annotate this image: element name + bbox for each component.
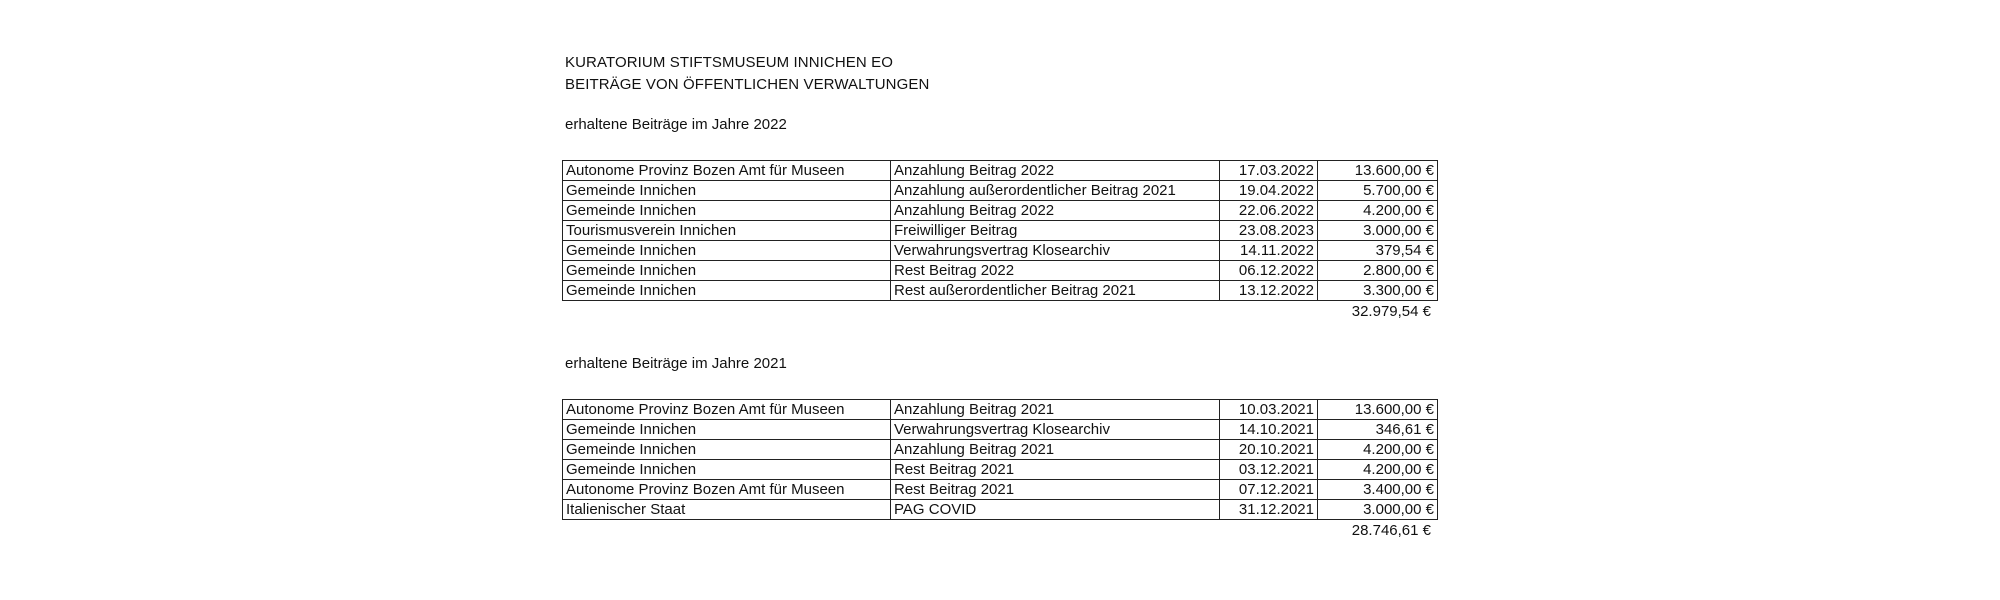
- table-row: [563, 460, 1438, 480]
- document: [565, 52, 1465, 542]
- description-cell: Anzahlung Beitrag 2022: [891, 161, 1220, 181]
- table-row: [563, 261, 1438, 281]
- table-row: [563, 241, 1438, 261]
- table-2021-wrapper: [565, 399, 1465, 520]
- table-row: [563, 281, 1438, 301]
- table-row: [563, 161, 1438, 181]
- contributions-table-2021: [562, 399, 1438, 520]
- date-cell: 20.10.2021: [1220, 440, 1318, 460]
- table-row: [563, 201, 1438, 221]
- payer-cell: Autonome Provinz Bozen Amt für Museen: [563, 400, 891, 420]
- total-2022: 32.979,54 €: [1351, 303, 1431, 320]
- section-title-2022: erhaltene Beiträge im Jahre 2022: [565, 116, 787, 133]
- payer-cell: Italienischer Staat: [563, 500, 891, 520]
- payer-cell: Autonome Provinz Bozen Amt für Museen: [563, 161, 891, 181]
- payer-cell: Gemeinde Innichen: [563, 201, 891, 221]
- date-cell: 14.10.2021: [1220, 420, 1318, 440]
- amount-cell: 4.200,00 €: [1318, 460, 1438, 480]
- description-cell: PAG COVID: [891, 500, 1220, 520]
- description-cell: Anzahlung Beitrag 2021: [891, 440, 1220, 460]
- description-cell: Verwahrungsvertrag Klosearchiv: [891, 420, 1220, 440]
- description-cell: Rest Beitrag 2022: [891, 261, 1220, 281]
- date-cell: 13.12.2022: [1220, 281, 1318, 301]
- payer-cell: Gemeinde Innichen: [563, 460, 891, 480]
- document-subtitle: BEITRÄGE VON ÖFFENTLICHEN VERWALTUNGEN: [565, 76, 930, 93]
- table-row: [563, 440, 1438, 460]
- description-cell: Rest Beitrag 2021: [891, 460, 1220, 480]
- date-cell: 14.11.2022: [1220, 241, 1318, 261]
- date-cell: 31.12.2021: [1220, 500, 1318, 520]
- amount-cell: 346,61 €: [1318, 420, 1438, 440]
- amount-cell: 4.200,00 €: [1318, 201, 1438, 221]
- description-cell: Verwahrungsvertrag Klosearchiv: [891, 241, 1220, 261]
- contributions-table-2022: [562, 160, 1438, 301]
- date-cell: 03.12.2021: [1220, 460, 1318, 480]
- total-2021: 28.746,61 €: [1351, 522, 1431, 539]
- description-cell: Rest außerordentlicher Beitrag 2021: [891, 281, 1220, 301]
- table-row: [563, 221, 1438, 241]
- date-cell: 10.03.2021: [1220, 400, 1318, 420]
- description-cell: Anzahlung außerordentlicher Beitrag 2021: [891, 181, 1220, 201]
- amount-cell: 13.600,00 €: [1318, 400, 1438, 420]
- table-2022-wrapper: [565, 160, 1465, 301]
- payer-cell: Autonome Provinz Bozen Amt für Museen: [563, 480, 891, 500]
- payer-cell: Gemeinde Innichen: [563, 440, 891, 460]
- payer-cell: Gemeinde Innichen: [563, 281, 891, 301]
- table-row: [563, 420, 1438, 440]
- date-cell: 23.08.2023: [1220, 221, 1318, 241]
- amount-cell: 4.200,00 €: [1318, 440, 1438, 460]
- description-cell: Rest Beitrag 2021: [891, 480, 1220, 500]
- description-cell: Anzahlung Beitrag 2022: [891, 201, 1220, 221]
- date-cell: 19.04.2022: [1220, 181, 1318, 201]
- table-row: [563, 400, 1438, 420]
- amount-cell: 5.700,00 €: [1318, 181, 1438, 201]
- date-cell: 07.12.2021: [1220, 480, 1318, 500]
- section-title-2021: erhaltene Beiträge im Jahre 2021: [565, 355, 787, 372]
- payer-cell: Gemeinde Innichen: [563, 420, 891, 440]
- date-cell: 06.12.2022: [1220, 261, 1318, 281]
- date-cell: 17.03.2022: [1220, 161, 1318, 181]
- amount-cell: 13.600,00 €: [1318, 161, 1438, 181]
- amount-cell: 2.800,00 €: [1318, 261, 1438, 281]
- organization-title: KURATORIUM STIFTSMUSEUM INNICHEN EO: [565, 54, 893, 71]
- amount-cell: 3.000,00 €: [1318, 500, 1438, 520]
- description-cell: Freiwilliger Beitrag: [891, 221, 1220, 241]
- table-row: [563, 500, 1438, 520]
- description-cell: Anzahlung Beitrag 2021: [891, 400, 1220, 420]
- table-row: [563, 480, 1438, 500]
- payer-cell: Gemeinde Innichen: [563, 181, 891, 201]
- amount-cell: 3.000,00 €: [1318, 221, 1438, 241]
- payer-cell: Tourismusverein Innichen: [563, 221, 891, 241]
- table-row: [563, 181, 1438, 201]
- payer-cell: Gemeinde Innichen: [563, 261, 891, 281]
- date-cell: 22.06.2022: [1220, 201, 1318, 221]
- amount-cell: 3.400,00 €: [1318, 480, 1438, 500]
- payer-cell: Gemeinde Innichen: [563, 241, 891, 261]
- amount-cell: 3.300,00 €: [1318, 281, 1438, 301]
- amount-cell: 379,54 €: [1318, 241, 1438, 261]
